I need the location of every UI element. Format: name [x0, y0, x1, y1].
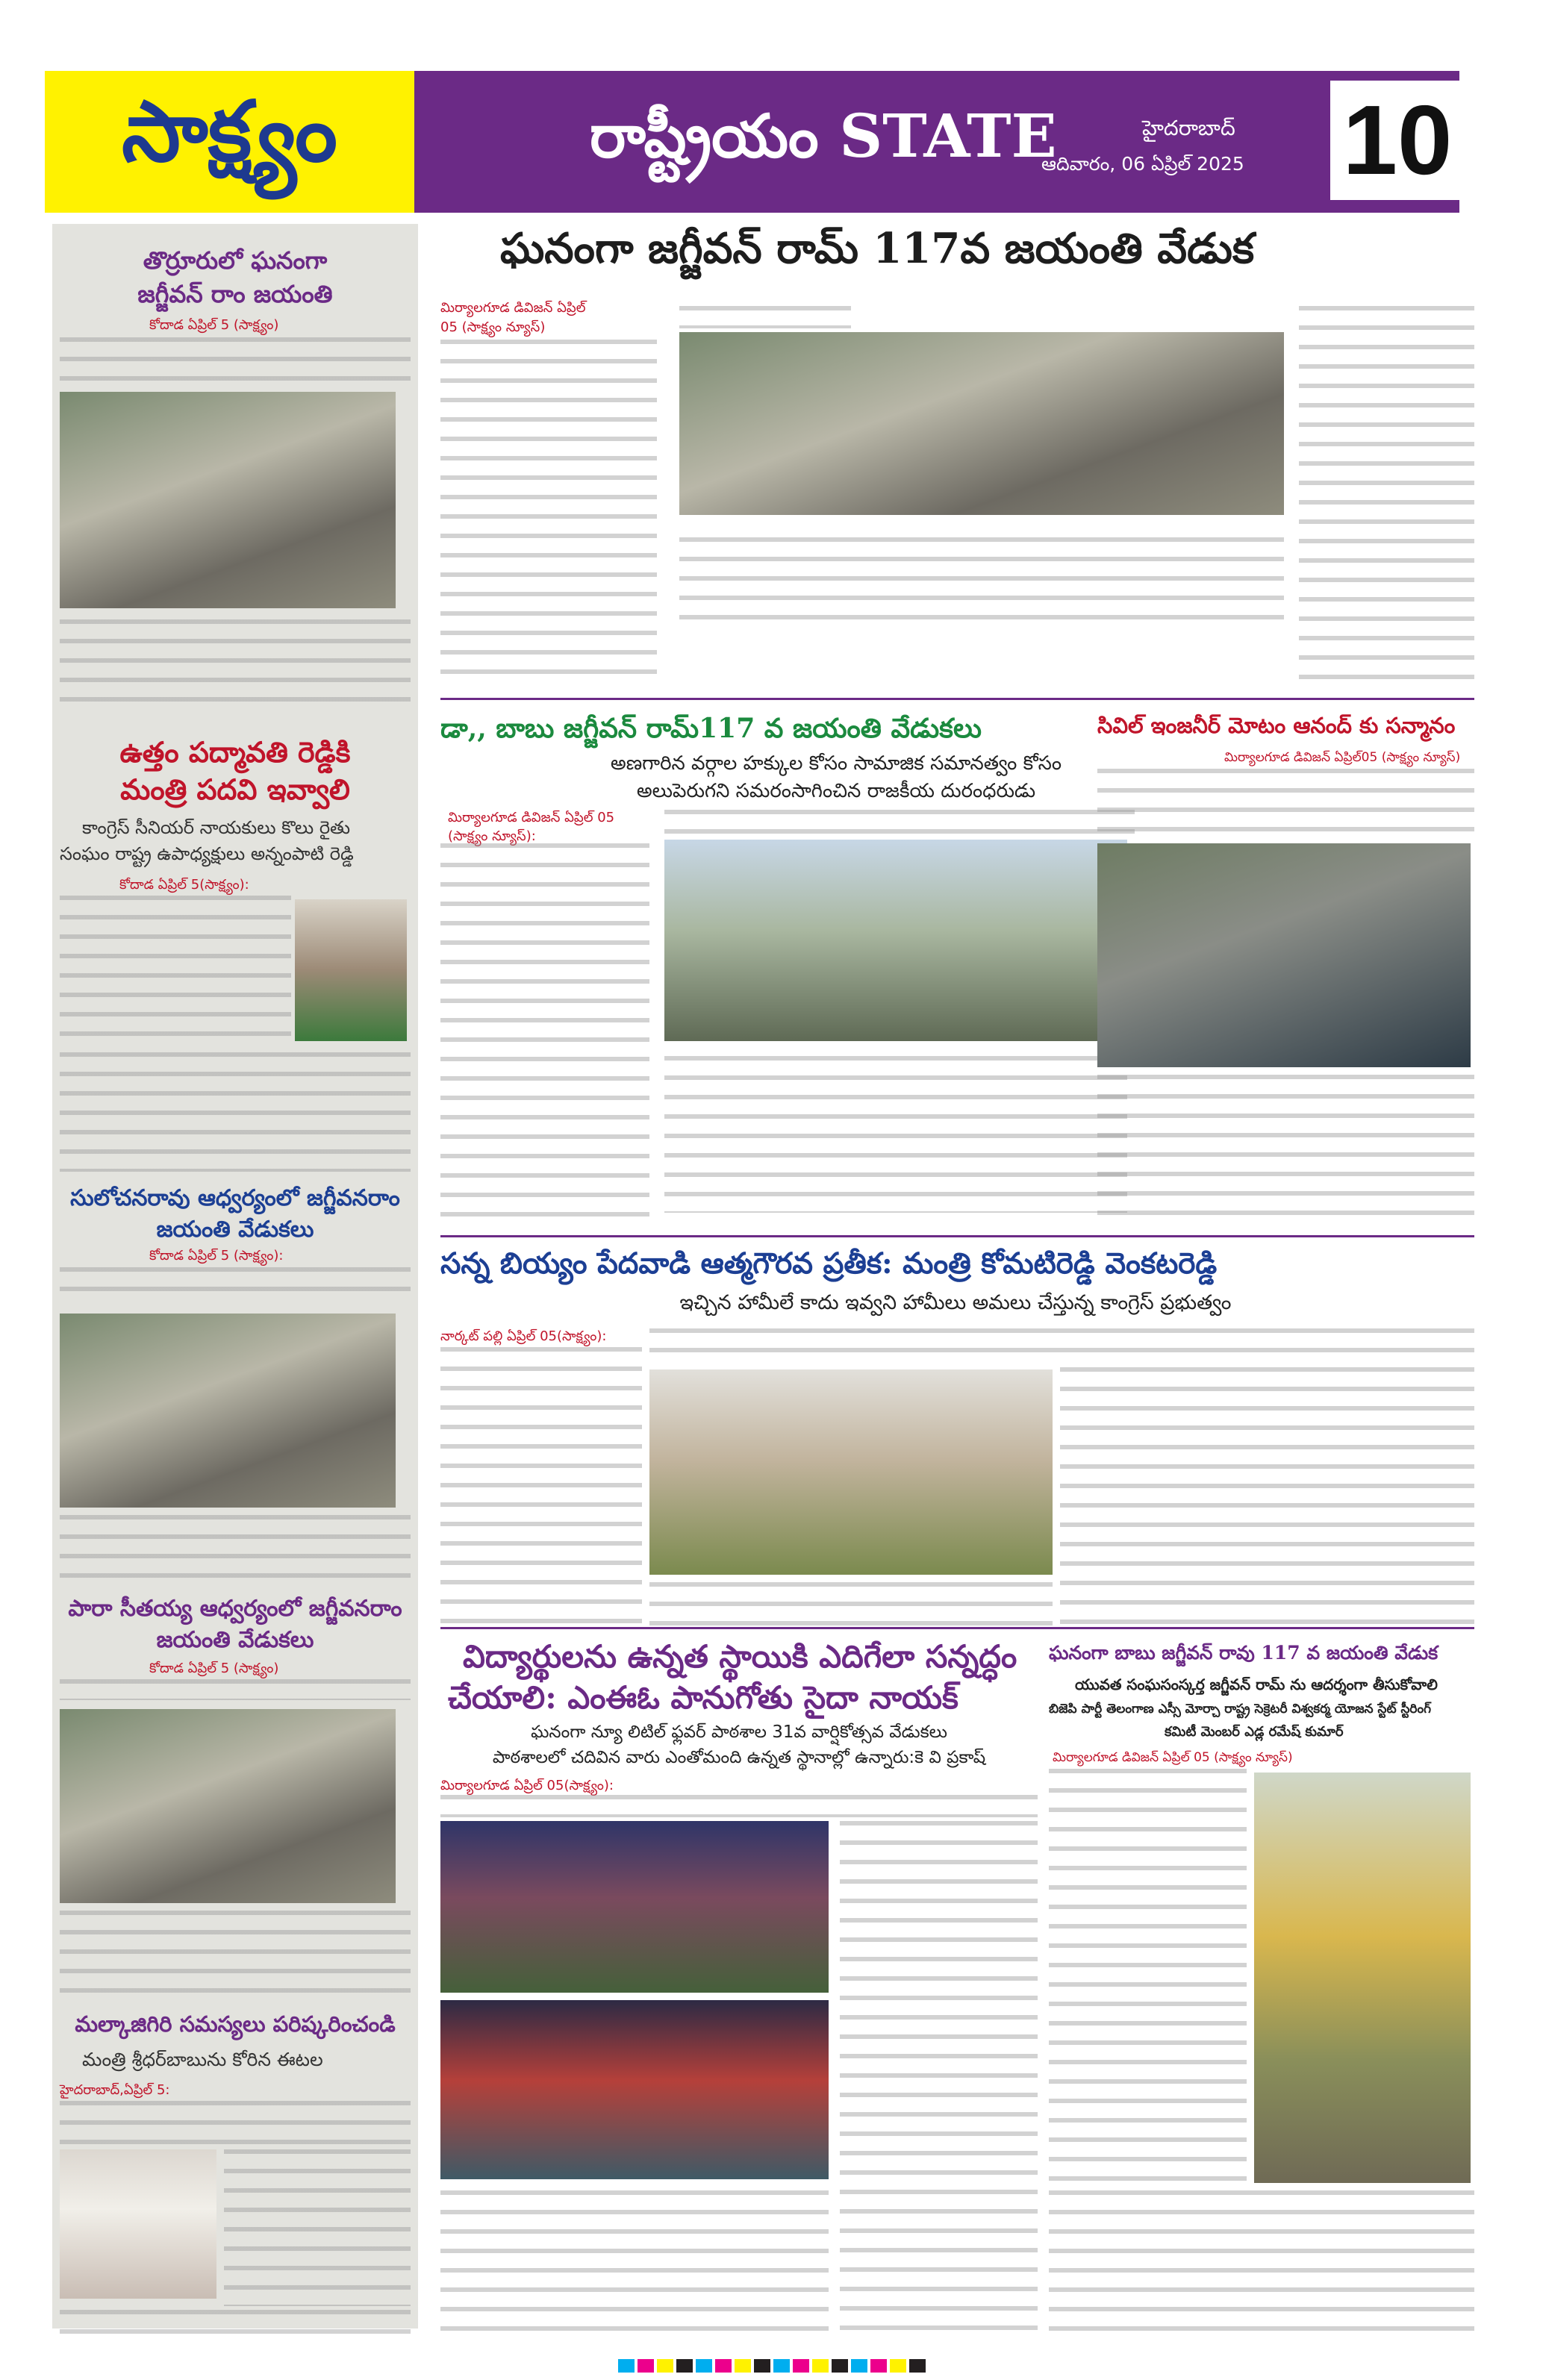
- masthead-city: హైదరాబాద్: [1142, 116, 1235, 140]
- left-story1-dateline: కోదాడ ఏప్రిల్ 5 (సాక్ష్యం): [149, 317, 279, 333]
- story5-headline-2: చేయాలి: ఎంఈఓ పానుగోతు సైదా నాయక్: [448, 1679, 958, 1716]
- divider: [440, 698, 1474, 700]
- masthead-date: ఆదివారం, 06 ఏప్రిల్ 2025: [1041, 153, 1244, 175]
- left-story5-sub: మంత్రి శ్రీధర్‌బాబును కోరిన ఈటల: [82, 2049, 323, 2070]
- print-register-strip: [0, 2351, 1543, 2380]
- story5-sub-2: పాఠశాలలో చదివిన వారు ఎంతోమంది ఉన్నత స్థానాల్లో ఉన్నారు:కె వి ప్రకాష్: [492, 1748, 986, 1767]
- divider: [440, 1235, 1474, 1237]
- body-text: [1097, 1075, 1474, 1224]
- body-text: [440, 1795, 1038, 1817]
- body-text: [60, 896, 291, 1045]
- left-story3-headline-2: జయంతి వేడుకలు: [156, 1216, 314, 1243]
- left-story2-headline-2: మంత్రి పదవి ఇవ్వాలి: [120, 772, 350, 806]
- left-story2-dateline: కోదాడ ఏప్రిల్ 5(సాక్ష్యం):: [119, 877, 249, 893]
- body-text: [440, 1347, 642, 1623]
- body-text: [60, 1052, 411, 1172]
- story5-photo-2: [440, 2000, 829, 2179]
- body-text: [60, 1679, 411, 1700]
- story5-headline-1: విద్యార్థులను ఉన్నత స్థాయికి ఎదిగేలా సన్నద్ధం: [463, 1638, 1017, 1675]
- left-story4-dateline: కోదాడ ఏప్రిల్ 5 (సాక్ష్యం): [149, 1661, 279, 1676]
- body-text: [440, 340, 657, 683]
- body-text: [60, 619, 411, 716]
- story6-headline: ఘనంగా బాబు జగ్జీవన్ రావు 117 వ జయంతి వేడుక: [1049, 1642, 1438, 1664]
- body-text: [679, 537, 1284, 619]
- story2-sub-1: అణగారిన వర్గాల హక్కుల కోసం సామాజిక సమానత్వం కోసం: [610, 752, 1062, 775]
- body-text: [649, 1328, 1060, 1366]
- story2-dateline: మిర్యాలగూడ డివిజన్ ఏప్రిల్ 05 (సాక్ష్యం న్యూస్):: [448, 810, 615, 844]
- left-story2-sub-2: సంఘం రాష్ట్ర ఉపాధ్యక్షులు అన్నంపాటి రెడ్డి: [60, 843, 354, 864]
- story4-photo: [649, 1369, 1053, 1575]
- body-text: [60, 2310, 411, 2340]
- lead-photo: [679, 332, 1284, 515]
- story6-sub-3: కమిటీ మెంబర్ ఎడ్ల రమేష్ కుమార్: [1165, 1724, 1344, 1740]
- news-photo: [60, 1314, 396, 1508]
- body-text: [664, 810, 1135, 840]
- body-text: [440, 843, 649, 1231]
- left-story3-headline-1: సులోచనరావు ఆధ్వర్యంలో జగ్జీవనరాం: [70, 1185, 400, 1211]
- left-story2-headline-1: ఉత్తం పద్మావతి రెడ్డికి: [119, 735, 351, 769]
- body-text: [60, 1515, 411, 1582]
- left-story1-headline-2: జగ్జీవన్ రాం జయంతి: [137, 280, 333, 308]
- left-story5-headline: మల్కాజిగిరి సమస్యలు పరిష్కరించండి: [75, 2011, 396, 2037]
- body-text: [60, 2101, 411, 2146]
- story3-photo: [1097, 843, 1471, 1067]
- portrait-photo: [295, 899, 407, 1041]
- story6-sub-1: యువత సంఘసంస్కర్త జగ్జీవన్ రామ్ ను ఆదర్శంగా తీసుకోవాలి: [1075, 1675, 1438, 1693]
- left-story1-headline-1: తొర్రూరులో ఘనంగా: [143, 246, 328, 275]
- left-story2-sub-1: కాంగ్రెస్ సీనియర్ నాయకులు కొలు రైతు: [82, 817, 351, 838]
- left-story5-dateline: హైదరాబాద్,ఏప్రిల్ 5:: [60, 2082, 170, 2098]
- story4-dateline: నార్కట్ పల్లి ఏప్రిల్ 05(సాక్ష్యం):: [440, 1328, 607, 1344]
- portrait-photo: [60, 2149, 216, 2299]
- body-text: [440, 2190, 829, 2340]
- body-text: [224, 2149, 411, 2306]
- lead-headline: ఘనంగా జగ్జీవన్ రామ్ 117వ జయంతి వేడుక: [500, 224, 1255, 273]
- news-photo: [60, 1709, 396, 1903]
- body-text: [60, 337, 411, 382]
- divider: [440, 1627, 1474, 1629]
- story3-dateline: మిర్యాలగూడ డివిజన్ ఏప్రిల్05 (సాక్ష్యం న్యూస్): [1224, 750, 1461, 765]
- news-photo: [60, 392, 396, 608]
- body-text: [60, 1911, 411, 2000]
- story6-sub-2: బిజెపి పార్టీ తెలంగాణ ఎస్సీ మోర్చా రాష్ట్ర సెక్రెటరీ విశ్వకర్మ యోజన స్టేట్ స్టీరింగ్: [1049, 1702, 1432, 1717]
- body-text: [679, 306, 851, 328]
- left-story4-headline-1: పారా సీతయ్య ఆధ్వర్యంలో జగ్జీవనరాం: [68, 1596, 402, 1622]
- page-number: 10: [1330, 81, 1465, 200]
- logo-text: సాక్ష్యం: [122, 82, 337, 181]
- newspaper-logo: [45, 71, 414, 213]
- body-text: [60, 1267, 411, 1306]
- body-text: [1049, 1769, 1247, 2187]
- body-text: [1049, 2190, 1474, 2340]
- body-text: [1097, 769, 1474, 836]
- left-story4-headline-2: జయంతి వేడుకలు: [156, 1627, 314, 1653]
- body-text: [1060, 1328, 1474, 1627]
- body-text: [649, 1582, 1053, 1627]
- story6-photo: [1254, 1772, 1471, 2183]
- story2-sub-2: అలుపెరుగని సమరంసాగించిన రాజకీయ దురంధరుడు: [636, 780, 1036, 802]
- story2-photo: [664, 840, 1127, 1041]
- left-story3-dateline: కోదాడ ఏప్రిల్ 5 (సాక్ష్యం):: [149, 1248, 284, 1264]
- story2-headline: డా,, బాబు జగ్జీవన్ రామ్117 వ జయంతి వేడుకలు: [440, 713, 982, 744]
- body-text: [840, 1821, 1038, 2336]
- story5-sub-1: ఘనంగా న్యూ లిటిల్ ఫ్లవర్ పాఠశాల 31వ వార్షికోత్సవ వేడుకలు: [531, 1722, 947, 1742]
- story5-dateline: మిర్యాలగూడ ఏప్రిల్ 05(సాక్ష్యం):: [440, 1778, 614, 1793]
- story4-sub: ఇచ్చిన హామీలే కాదు ఇవ్వని హామీలు అమలు చేస్తున్న కాంగ్రెస్ ప్రభుత్వం: [679, 1291, 1232, 1314]
- body-text: [1299, 306, 1474, 694]
- lead-dateline: మిర్యాలగూడ డివిజన్ ఏప్రిల్ 05 (సాక్ష్యం న్యూస్): [440, 300, 586, 335]
- story4-headline: సన్న బియ్యం పేదవాడి ఆత్మగౌరవ ప్రతీక: మంత్రి కోమటిరెడ్డి వెంకటరెడ్డి: [440, 1246, 1218, 1281]
- body-text: [664, 1056, 1127, 1213]
- story6-dateline: మిర్యాలగూడ డివిజన్ ఏప్రిల్ 05 (సాక్ష్యం న్యూస్): [1053, 1750, 1293, 1765]
- section-title: రాష్ట్రీయం STATE: [590, 101, 1057, 171]
- story3-headline: సివిల్ ఇంజనీర్ మోటం ఆనంద్ కు సన్మానం: [1097, 713, 1456, 738]
- story5-photo-1: [440, 1821, 829, 1993]
